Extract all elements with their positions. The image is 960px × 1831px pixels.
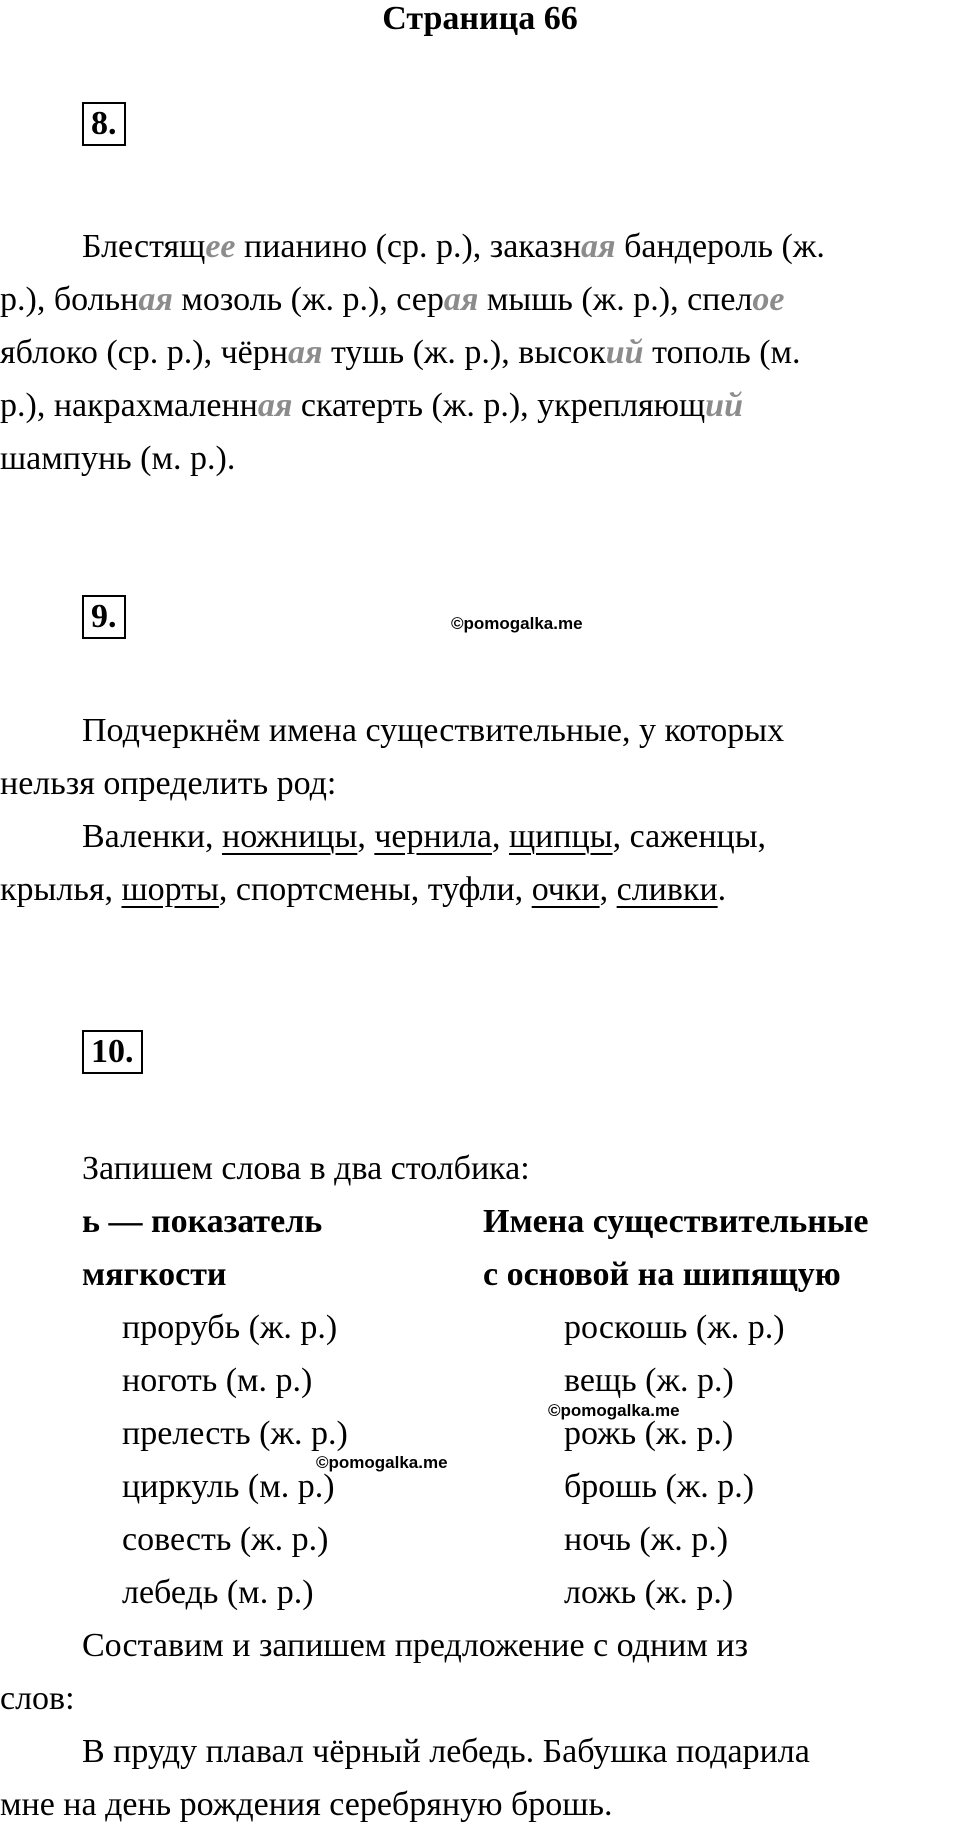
task-10-number [82, 1030, 143, 1074]
task-8-number [82, 102, 126, 146]
task-9-intro [0, 704, 960, 916]
word-item: лебедь (м. р.) [122, 1574, 314, 1611]
right-column-words [564, 1301, 785, 1619]
underlined-noun: шорты [121, 871, 219, 908]
task-10-intro: Запишем слова в два столбика: [82, 1150, 530, 1187]
adjective-ending: ая [443, 281, 479, 318]
word-item: прелесть (ж. р.) [122, 1415, 348, 1452]
task-9-words-line [0, 810, 960, 863]
text-segment: , [357, 818, 375, 855]
text-line [0, 220, 960, 273]
text-segment: , [491, 818, 509, 855]
text-segment: мозоль (ж. р.), сер [172, 281, 444, 318]
word-item: циркуль (м. р.) [122, 1468, 335, 1505]
word-item: ложь (ж. р.) [564, 1574, 734, 1611]
text-line [0, 273, 960, 326]
text-segment: . [717, 871, 727, 908]
text-segment: бандероль (ж. [615, 228, 825, 265]
text-segment: скатерть (ж. р.), укрепляющ [292, 387, 706, 424]
adjective-ending: ое [752, 281, 785, 318]
underlined-noun: чернила [374, 818, 492, 855]
word-item: роскошь (ж. р.) [564, 1309, 785, 1346]
text-segment: тополь (м. [643, 334, 801, 371]
word-item: прорубь (ж. р.) [122, 1309, 338, 1346]
word-item: вещь (ж. р.) [564, 1362, 734, 1399]
text-segment: пианино (ср. р.), заказн [235, 228, 582, 265]
page-title: Страница 66 [382, 0, 578, 37]
text-segment: мышь (ж. р.), спел [478, 281, 753, 318]
task-9-words-line [0, 863, 960, 916]
task-number-box: 9. [82, 595, 126, 639]
text-line [0, 432, 960, 485]
adjective-ending: ая [287, 334, 323, 371]
word-item: рожь (ж. р.) [564, 1415, 734, 1452]
text-segment: тушь (ж. р.), высок [322, 334, 606, 371]
word-item: брошь (ж. р.) [564, 1468, 755, 1505]
text-segment: р.), накрахмаленн [0, 387, 258, 424]
task-10-sentence: Составим и запишем предложение с одним из слов: В пруду плавал чёрный лебедь. Бабушка подарила мне на день рождения серебряную брошь. [0, 1627, 810, 1823]
adjective-ending: ая [138, 281, 173, 318]
task-number-box: 10. [82, 1030, 143, 1074]
underlined-noun: щипцы [508, 818, 613, 855]
word-item: ноготь (м. р.) [122, 1362, 313, 1399]
text-segment: яблоко (ср. р.), чёрн [0, 334, 288, 371]
task-9-intro-line: Подчеркнём имена существительные, у которых [82, 712, 785, 749]
watermark: ©pomogalka.me [451, 614, 583, 633]
watermark: ©pomogalka.me [316, 1453, 448, 1472]
text-segment: Блестящ [82, 228, 206, 265]
adjective-ending: ая [581, 228, 616, 265]
text-segment: р.), больн [0, 281, 139, 318]
adjective-ending: ий [605, 334, 644, 371]
word-item: совесть (ж. р.) [122, 1521, 329, 1558]
text-segment: , [599, 871, 617, 908]
word-item: ночь (ж. р.) [564, 1521, 729, 1558]
left-column-words [122, 1301, 348, 1619]
adjective-ending: ая [257, 387, 293, 424]
task-8-answer-text [0, 220, 960, 485]
right-column-header: Имена существительные с основой на шипящую [483, 1203, 869, 1293]
text-segment: шампунь (м. р.). [0, 440, 236, 477]
text-line [0, 379, 960, 432]
text-segment: Валенки, [82, 818, 223, 855]
task-9-intro-line: нельзя определить род: [0, 765, 337, 802]
underlined-noun: сливки [616, 871, 718, 908]
underlined-noun: ножницы [222, 818, 358, 855]
adjective-ending: ий [705, 387, 743, 424]
text-line [0, 326, 960, 379]
adjective-ending: ее [205, 228, 236, 265]
left-column-header: ь — показатель мягкости [82, 1203, 323, 1293]
watermark: ©pomogalka.me [548, 1401, 680, 1420]
text-segment: , саженцы, [612, 818, 767, 855]
text-segment: , спортсмены, туфли, [218, 871, 532, 908]
text-segment: крылья, [0, 871, 122, 908]
underlined-noun: очки [531, 871, 600, 908]
task-9-number [82, 595, 126, 639]
task-number-box: 8. [82, 102, 126, 146]
